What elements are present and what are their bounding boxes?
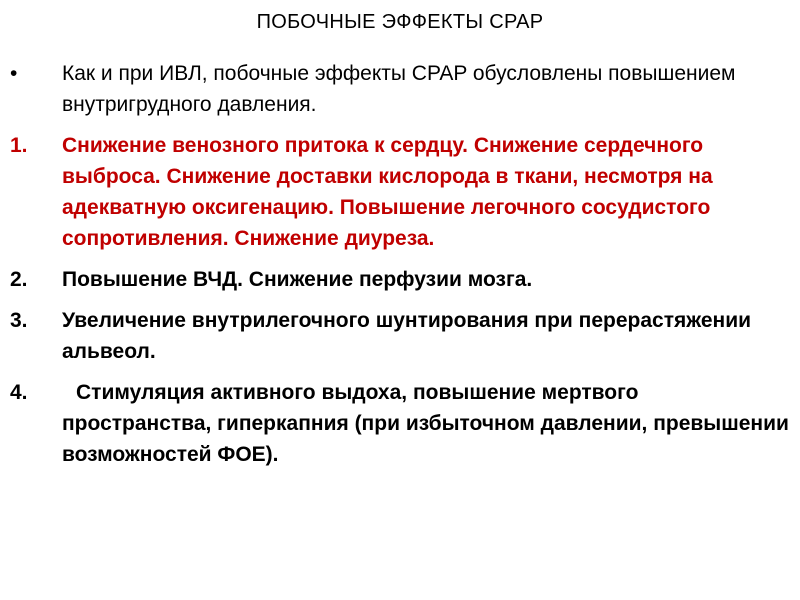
list-item-2 — [0, 264, 800, 295]
list-item-text: Снижение венозного притока к сердцу. Снижение сердечного выброса. Снижение доставки кислорода в ткани, несмотря на адекватную оксигенацию. Повышение легочного сосудистого сопротивления. Снижение диуреза. — [62, 134, 713, 250]
list-number: 1. — [10, 134, 28, 157]
slide-title: ПОБОЧНЫЕ ЭФФЕКТЫ CPAP — [256, 11, 544, 33]
list-item-1 — [0, 130, 800, 254]
list-number: 2. — [10, 268, 28, 291]
list-item-intro — [0, 58, 800, 120]
bullet-marker: • — [10, 62, 18, 85]
slide-content — [0, 58, 800, 480]
list-number: 4. — [10, 381, 28, 404]
list-item-text: Увеличение внутрилегочного шунтирования при перерастяжении альвеол. — [62, 309, 752, 363]
list-item-text: Стимуляция активного выдоха, повышение мертвого пространства, гиперкапния (при избыточном давлении, превышении возможностей ФОЕ). — [62, 381, 789, 466]
list-item-text: Повышение ВЧД. Снижение перфузии мозга. — [62, 268, 533, 291]
list-item-3 — [0, 305, 800, 367]
list-item-4 — [0, 377, 800, 470]
list-item-text: Как и при ИВЛ, побочные эффекты CPAP обусловлены повышением внутригрудного давления. — [62, 62, 736, 116]
list-number: 3. — [10, 309, 28, 332]
